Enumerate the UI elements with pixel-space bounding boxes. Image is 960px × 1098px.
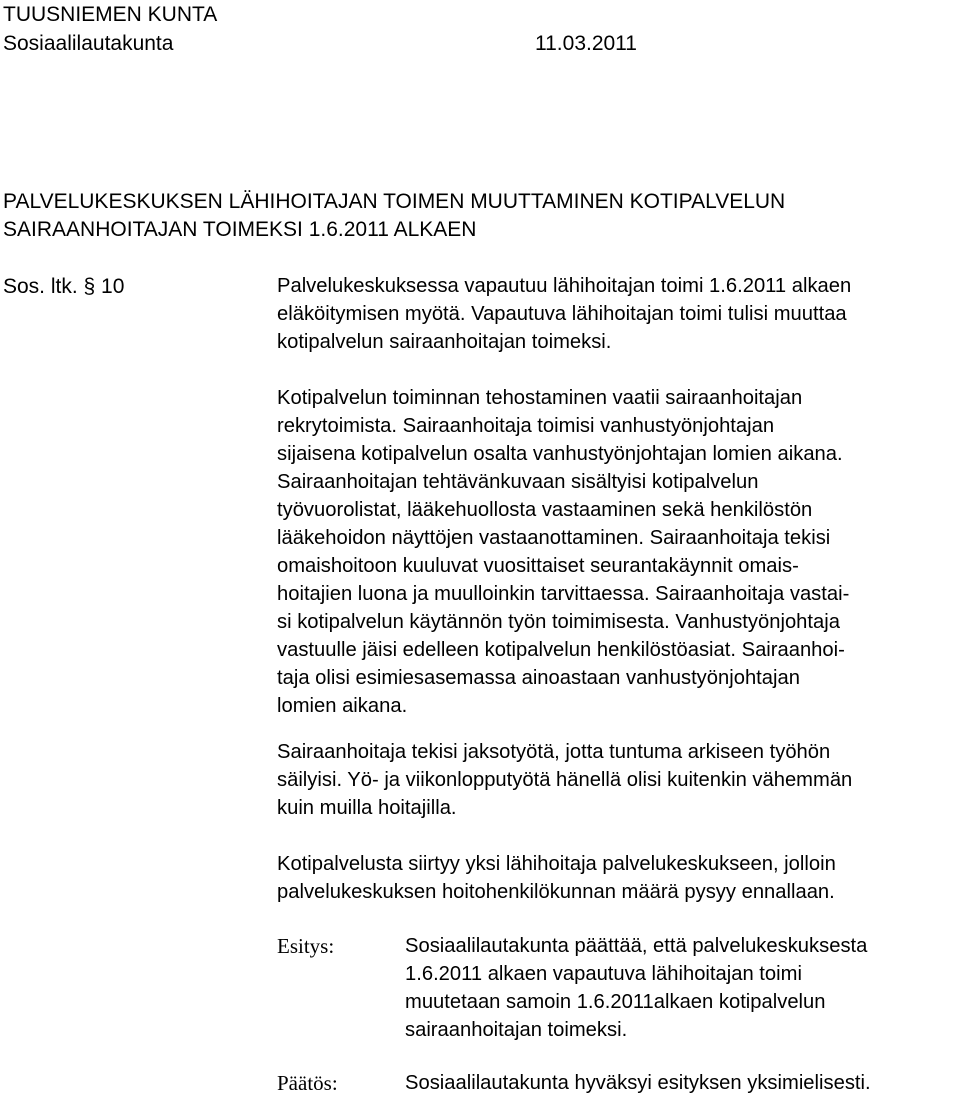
paragraph-line: taja olisi esimiesasemassa ainoastaan vanhustyönjohtajan xyxy=(277,667,800,689)
paragraph-line: kotipalvelun sairaanhoitajan toimeksi. xyxy=(277,331,612,353)
section-reference: Sos. ltk. § 10 xyxy=(3,275,125,298)
decision-line: Sosiaalilautakunta hyväksyi esityksen yksimielisesti. xyxy=(405,1072,871,1094)
paragraph-line: lääkehoidon näyttöjen vastaanottaminen. Sairaanhoitaja tekisi xyxy=(277,527,831,549)
paragraph-line: omaishoitoon kuuluvat vuosittaiset seurantakäynnit omais- xyxy=(277,555,799,577)
proposal-line: muutetaan samoin 1.6.2011alkaen kotipalvelun xyxy=(405,991,826,1013)
proposal-label: Esitys: xyxy=(277,934,335,958)
paragraph-line: palvelukeskuksen hoitohenkilökunnan määrä pysyy ennallaan. xyxy=(277,881,835,903)
paragraph-line: lomien aikana. xyxy=(277,695,408,717)
paragraph-line: Sairaanhoitajan tehtävänkuvaan sisältyisi kotipalvelun xyxy=(277,471,759,493)
board-name: Sosiaalilautakunta xyxy=(3,32,174,55)
paragraph-line: vastuulle jäisi edelleen kotipalvelun henkilöstöasiat. Sairaanhoi- xyxy=(277,639,845,661)
paragraph-line: eläköitymisen myötä. Vapautuva lähihoitajan toimi tulisi muuttaa xyxy=(277,303,847,325)
paragraph-line: sijaisena kotipalvelun osalta vanhustyönjohtajan lomien aikana. xyxy=(277,443,843,465)
organization-name: TUUSNIEMEN KUNTA xyxy=(3,3,218,26)
document-title-line-2: SAIRAANHOITAJAN TOIMEKSI 1.6.2011 ALKAEN xyxy=(3,218,477,241)
paragraph-line: Palvelukeskuksessa vapautuu lähihoitajan toimi 1.6.2011 alkaen xyxy=(277,275,852,297)
paragraph-line: hoitajien luona ja muulloinkin tarvittaessa. Sairaanhoitaja vastai- xyxy=(277,583,850,605)
paragraph-line: työvuorolistat, lääkehuollosta vastaaminen sekä henkilöstön xyxy=(277,499,813,521)
proposal-line: sairaanhoitajan toimeksi. xyxy=(405,1019,628,1041)
paragraph-line: Kotipalvelusta siirtyy yksi lähihoitaja palvelukeskukseen, jolloin xyxy=(277,853,836,875)
paragraph-line: Sairaanhoitaja tekisi jaksotyötä, jotta tuntuma arkiseen työhön xyxy=(277,741,831,763)
paragraph-line: rekrytoimista. Sairaanhoitaja toimisi vanhustyönjohtajan xyxy=(277,415,775,437)
decision-label: Päätös: xyxy=(277,1071,338,1095)
proposal-line: Sosiaalilautakunta päättää, että palvelukeskuksesta xyxy=(405,935,868,957)
document-title-line-1: PALVELUKESKUKSEN LÄHIHOITAJAN TOIMEN MUUTTAMINEN KOTIPALVELUN xyxy=(3,190,786,213)
paragraph-line: si kotipalvelun käytännön työn toimimisesta. Vanhustyönjohtaja xyxy=(277,611,840,633)
paragraph-line: Kotipalvelun toiminnan tehostaminen vaatii sairaanhoitajan xyxy=(277,387,803,409)
proposal-line: 1.6.2011 alkaen vapautuva lähihoitajan toimi xyxy=(405,963,802,985)
paragraph-line: säilyisi. Yö- ja viikonlopputyötä hänellä olisi kuitenkin vähemmän xyxy=(277,769,853,791)
paragraph-line: kuin muilla hoitajilla. xyxy=(277,797,457,819)
meeting-date: 11.03.2011 xyxy=(535,32,637,55)
